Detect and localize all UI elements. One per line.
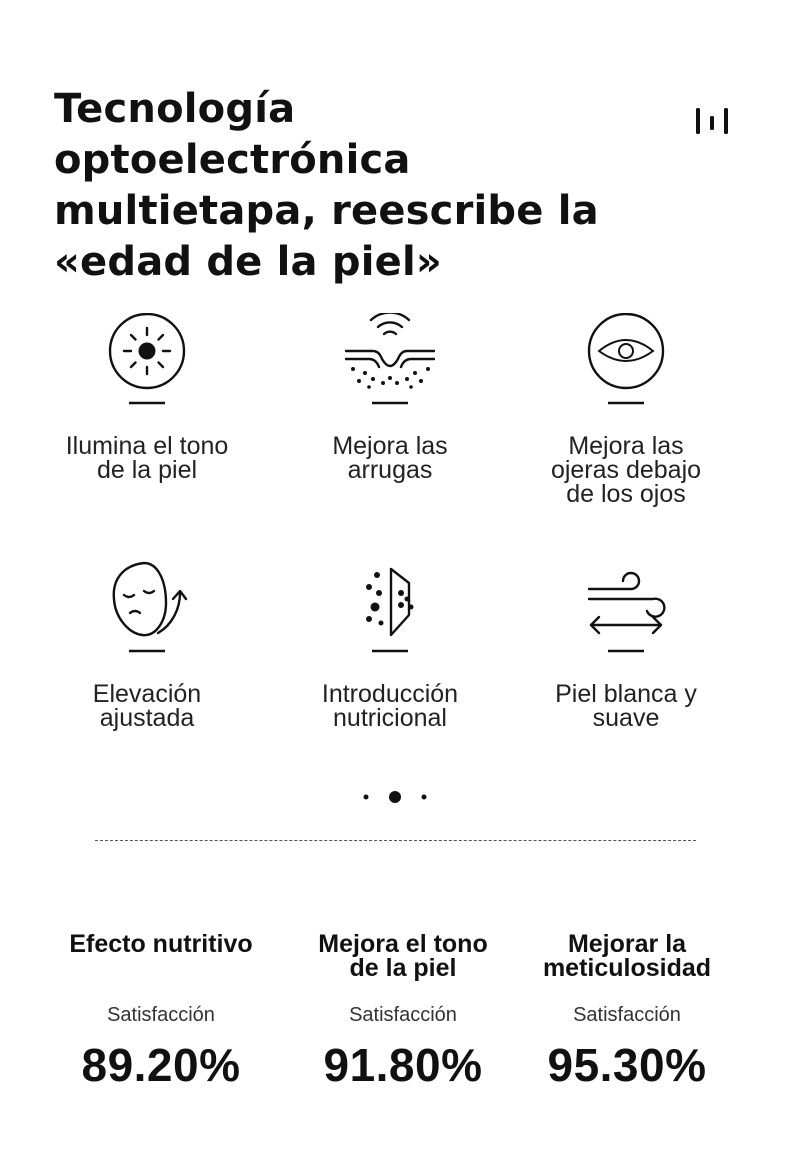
stat-title: Mejora el tono de la piel	[318, 930, 488, 982]
stat-value: 95.30%	[547, 1039, 707, 1091]
wind-arrows-icon	[581, 561, 671, 661]
sun-circle-icon	[102, 313, 192, 413]
feature-label: Ilumina el tono de la piel	[65, 432, 229, 484]
stat-nourishing-effect	[46, 930, 276, 1091]
feature-label: Mejora las ojeras debajo de los ojos	[550, 432, 702, 508]
stat-subtitle: Satisfacción	[573, 1004, 681, 1026]
brand-logo-icon	[695, 106, 731, 136]
carousel-dot	[422, 795, 427, 800]
stat-title: Mejorar la meticulosidad	[542, 930, 712, 982]
feature-label: Mejora las arrugas	[332, 432, 448, 484]
carousel-dot	[364, 795, 369, 800]
feature-label: Introducción nutricional	[321, 680, 459, 732]
feature-label: Piel blanca y suave	[555, 680, 697, 732]
stat-improve-tone	[288, 930, 518, 1091]
page-title: Tecnología optoelectrónica multietapa, reescribe la «edad de la piel»	[54, 86, 599, 285]
eye-circle-icon	[581, 313, 671, 413]
stat-improve-fineness	[512, 930, 742, 1091]
feature-label: Elevación ajustada	[92, 680, 202, 732]
carousel-dot-active	[389, 791, 401, 803]
stat-title: Efecto nutritivo	[69, 930, 253, 958]
stat-subtitle: Satisfacción	[107, 1004, 215, 1026]
face-lift-icon	[102, 561, 192, 661]
stat-value: 89.20%	[81, 1039, 241, 1091]
stat-subtitle: Satisfacción	[349, 1004, 457, 1026]
section-divider	[95, 840, 696, 841]
carousel-indicator[interactable]	[358, 786, 432, 808]
skin-wrinkle-wave-icon	[345, 313, 435, 413]
nutrient-infusion-icon	[345, 561, 435, 661]
stat-value: 91.80%	[323, 1039, 483, 1091]
